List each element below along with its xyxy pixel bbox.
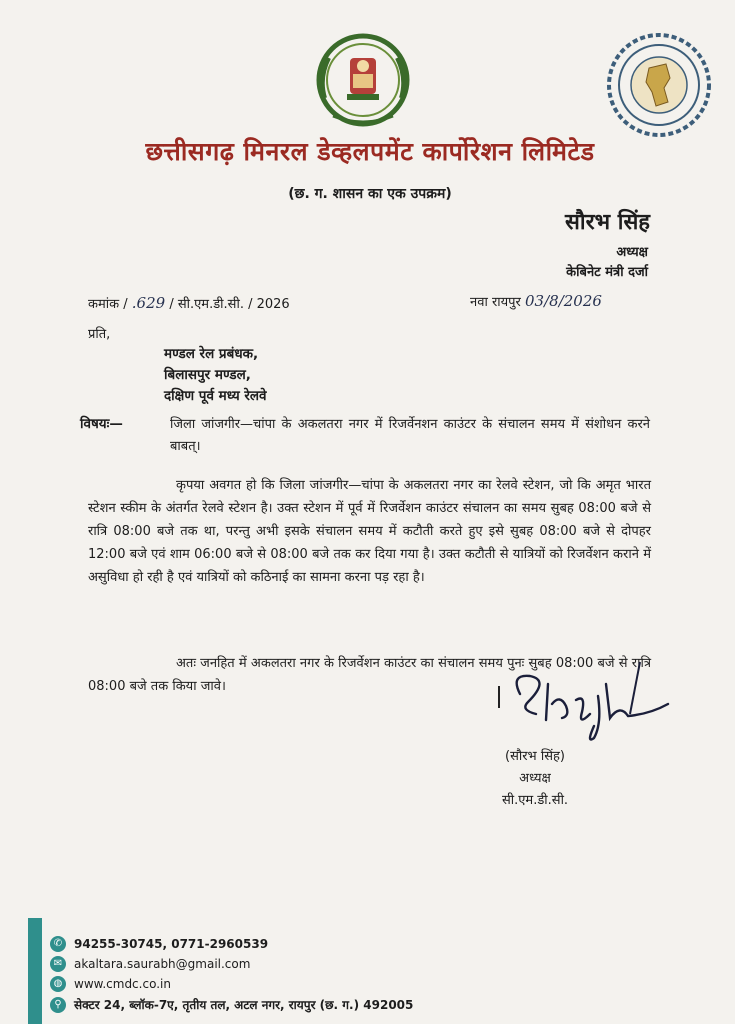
handwritten-signature <box>490 654 680 744</box>
address-line: दक्षिण पूर्व मध्य रेलवे <box>164 388 267 404</box>
office-address: सेक्टर 24, ब्लॉक-7ए, तृतीय तल, अटल नगर, रायपुर (छ. ग.) 492005 <box>74 998 414 1012</box>
handwritten-date: 03/8/2026 <box>525 292 602 310</box>
ref-handwritten-number: .629 <box>131 294 166 312</box>
address-line: बिलासपुर मण्डल, <box>164 367 251 383</box>
signatory-title: अध्यक्ष <box>519 771 551 786</box>
to-label: प्रति, <box>88 327 111 342</box>
org-name: छत्तीसगढ़ मिनरल डेव्हलपमेंट कार्पोरेशन लिमिटेड <box>145 137 595 166</box>
footer-address <box>50 996 413 1013</box>
place: नवा रायपुर <box>470 295 521 310</box>
chairman-title: अध्यक्ष <box>616 245 648 260</box>
mail-icon: ✉ <box>50 956 66 972</box>
body-paragraph: अतः जनहित में अकलतरा नगर के रिजर्वेशन काउंटर का संचालन समय पुनः सुबह 08:00 बजे से रात्रि 08:00 बजे तक किया जावे। <box>88 656 651 694</box>
chairman-name: सौरभ सिंह <box>565 210 650 235</box>
cmdc-seal-logo <box>604 30 714 140</box>
email-address[interactable]: akaltara.saurabh@gmail.com <box>74 957 251 971</box>
org-subtitle: (छ. ग. शासन का एक उपक्रम) <box>288 186 452 202</box>
date-line <box>470 292 602 310</box>
signatory-org: सी.एम.डी.सी. <box>501 793 569 808</box>
globe-icon: ◍ <box>50 976 66 992</box>
ref-suffix: / सी.एम.डी.सी. / 2026 <box>169 297 290 312</box>
website-link[interactable]: www.cmdc.co.in <box>74 977 171 991</box>
chairman-rank: केबिनेट मंत्री दर्जा <box>566 265 648 280</box>
signatory-name: (सौरभ सिंह) <box>505 749 565 764</box>
ref-prefix: कमांक / <box>88 297 128 312</box>
footer-website[interactable] <box>50 976 171 992</box>
subject-label: विषयः— <box>80 416 123 432</box>
body-paragraph: कृपया अवगत हो कि जिला जांजगीर—चांपा के अकलतरा नगर का रेलवे स्टेशन, जो कि अमृत भारत स्टेशन स्कीम के अंतर्गत रेलवे स्टेशन है। उक्त स्टेशन में पूर्व में रिजर्वेशन काउंटर संचालन का समय सुबह 08:00 बजे से रात्रि 08:00 बजे तक था, परन्तु अभी इसके संचालन समय में कटौती करते हुए इसे सुबह 08:00 बजे से दोपहर 12:00 बजे एवं शाम 06:00 बजे से 08:00 बजे तक कर दिया गया है। उक्त कटौती से यात्रियों को रिजर्वेशन कराने में असुविधा हो रही है एवं यात्रियों को कठिनाई का सामना करना पड़ रहा है। <box>88 478 651 585</box>
reference-number <box>88 294 290 312</box>
location-icon: ⚲ <box>50 997 66 1013</box>
footer-phone <box>50 936 268 952</box>
footer-accent-bar <box>28 918 42 1024</box>
address-line: मण्डल रेल प्रबंधक, <box>164 346 259 362</box>
phone-icon: ✆ <box>50 936 66 952</box>
recipient-address <box>164 344 267 407</box>
subject-text: जिला जांजगीर—चांपा के अकलतरा नगर में रिजर्वेनशन काउंटर के संचालन समय में संशोधन करने बाबत्। <box>170 417 650 454</box>
state-emblem-logo <box>303 28 423 133</box>
footer-email[interactable] <box>50 956 250 972</box>
phone-numbers: 94255-30745, 0771-2960539 <box>74 937 269 951</box>
